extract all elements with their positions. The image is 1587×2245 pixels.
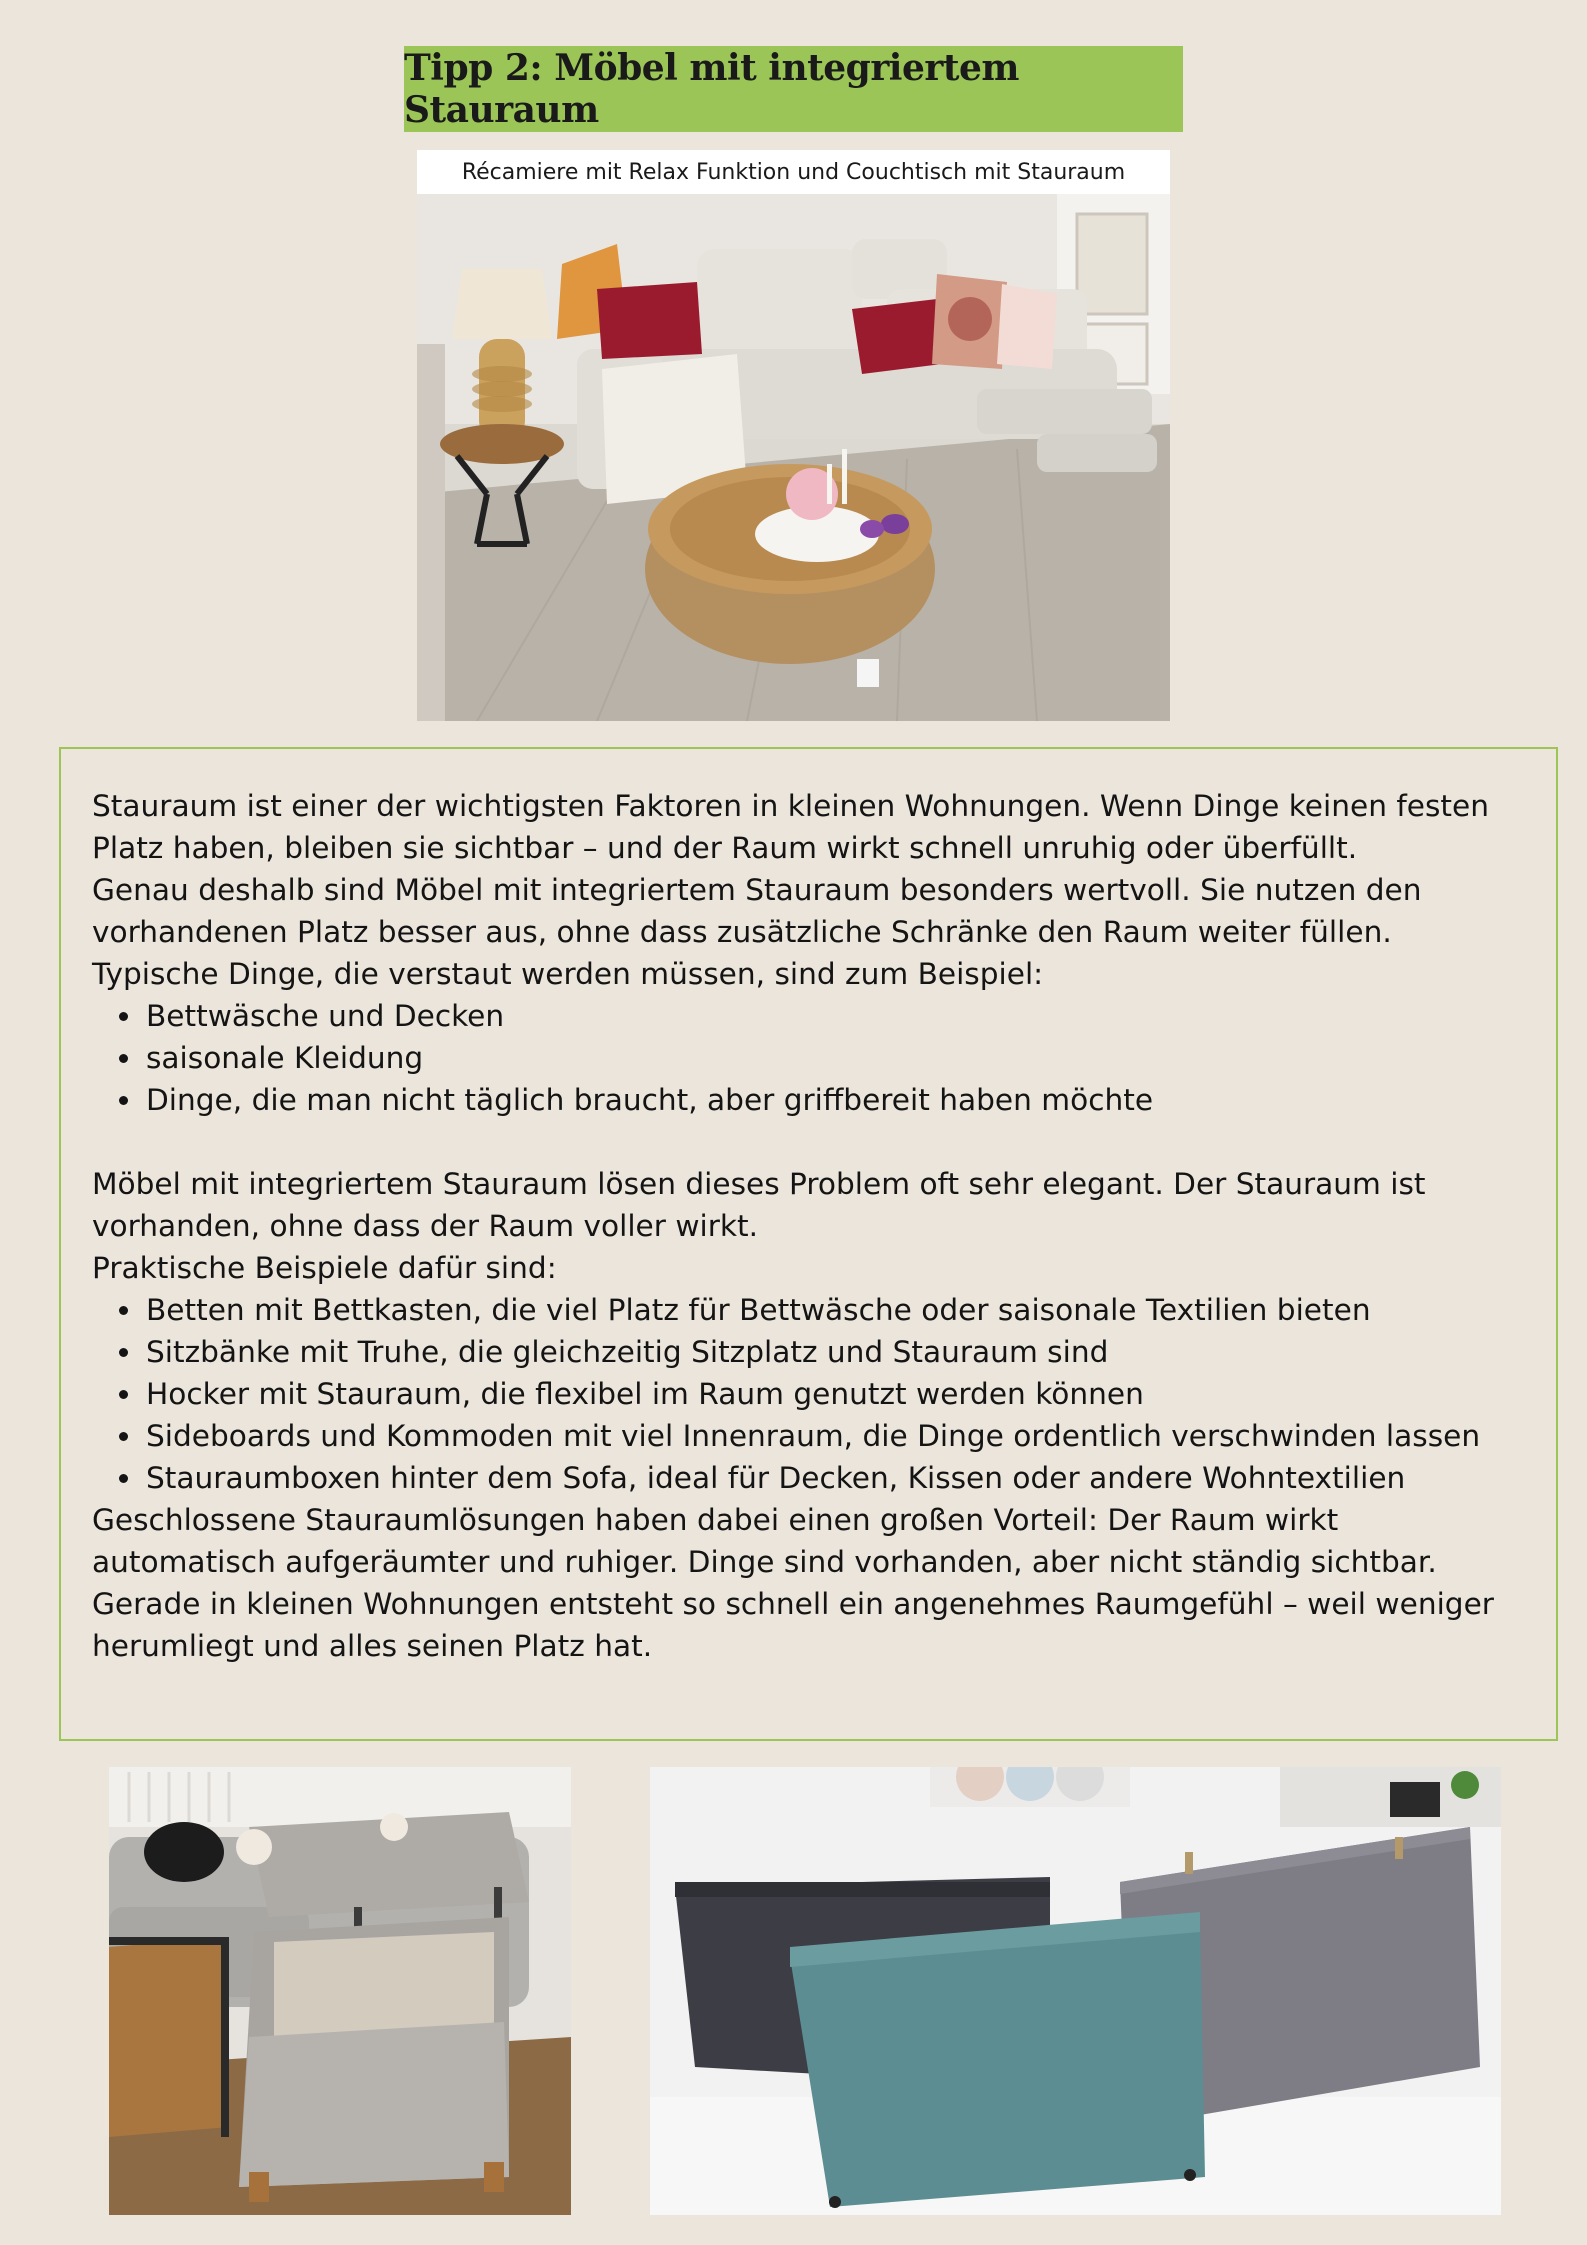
examples-list: [92, 1289, 1526, 1499]
storage-items-list: [92, 995, 1526, 1121]
list-item: • Stauraumboxen hinter dem Sofa, ideal für Decken, Kissen oder andere Wohntextilien: [144, 1457, 1526, 1499]
intro-paragraph-3: Typische Dinge, die verstaut werden müssen, sind zum Beispiel:: [92, 957, 1044, 991]
storage-boxes-photo: [650, 1767, 1501, 2215]
list-item: • saisonale Kleidung: [144, 1037, 1526, 1079]
list-item: • Dinge, die man nicht täglich braucht, aber griffbereit haben möchte: [144, 1079, 1526, 1121]
page-title: Tipp 2: Möbel mit integriertem Stauraum: [404, 47, 1019, 131]
paragraph-spacer: [92, 1121, 1526, 1163]
intro-paragraph-1: Stauraum ist einer der wichtigsten Faktoren in kleinen Wohnungen. Wenn Dinge keinen festen Platz haben, bleiben sie sichtbar – und der Raum wirkt schnell unruhig oder überfüllt.: [92, 789, 1489, 865]
photo-caption: Récamiere mit Relax Funktion und Couchtisch mit Stauraum: [417, 150, 1170, 194]
living-room-photo: [417, 194, 1170, 721]
end-paragraph-1: Geschlossene Stauraumlösungen haben dabei einen großen Vorteil: Der Raum wirkt automatisch aufgeräumter und ruhiger. Dinge sind vorhanden, aber nicht ständig sichtbar.: [92, 1503, 1437, 1579]
end-paragraph-2: Gerade in kleinen Wohnungen entsteht so schnell ein angenehmes Raumgefühl – weil weniger herumliegt und alles seinen Platz hat.: [92, 1587, 1494, 1663]
mid-paragraph-2: Praktische Beispiele dafür sind:: [92, 1251, 557, 1285]
list-item: • Hocker mit Stauraum, die flexibel im Raum genutzt werden können: [144, 1373, 1526, 1415]
mid-paragraph-1: Möbel mit integriertem Stauraum lösen dieses Problem oft sehr elegant. Der Stauraum ist vorhanden, ohne dass der Raum voller wirkt.: [92, 1167, 1426, 1243]
text-panel: [59, 747, 1558, 1741]
title-banner: [404, 46, 1183, 132]
intro-paragraph-2: Genau deshalb sind Möbel mit integriertem Stauraum besonders wertvoll. Sie nutzen den vorhandenen Platz besser aus, ohne dass zusätzliche Schränke den Raum weiter füllen.: [92, 873, 1422, 949]
list-item: • Sideboards und Kommoden mit viel Innenraum, die Dinge ordentlich verschwinden lassen: [144, 1415, 1526, 1457]
storage-ottoman-photo: [109, 1767, 571, 2215]
list-item: • Sitzbänke mit Truhe, die gleichzeitig Sitzplatz und Stauraum sind: [144, 1331, 1526, 1373]
list-item: • Bettwäsche und Decken: [144, 995, 1526, 1037]
list-item: • Betten mit Bettkasten, die viel Platz für Bettwäsche oder saisonale Textilien bieten: [144, 1289, 1526, 1331]
